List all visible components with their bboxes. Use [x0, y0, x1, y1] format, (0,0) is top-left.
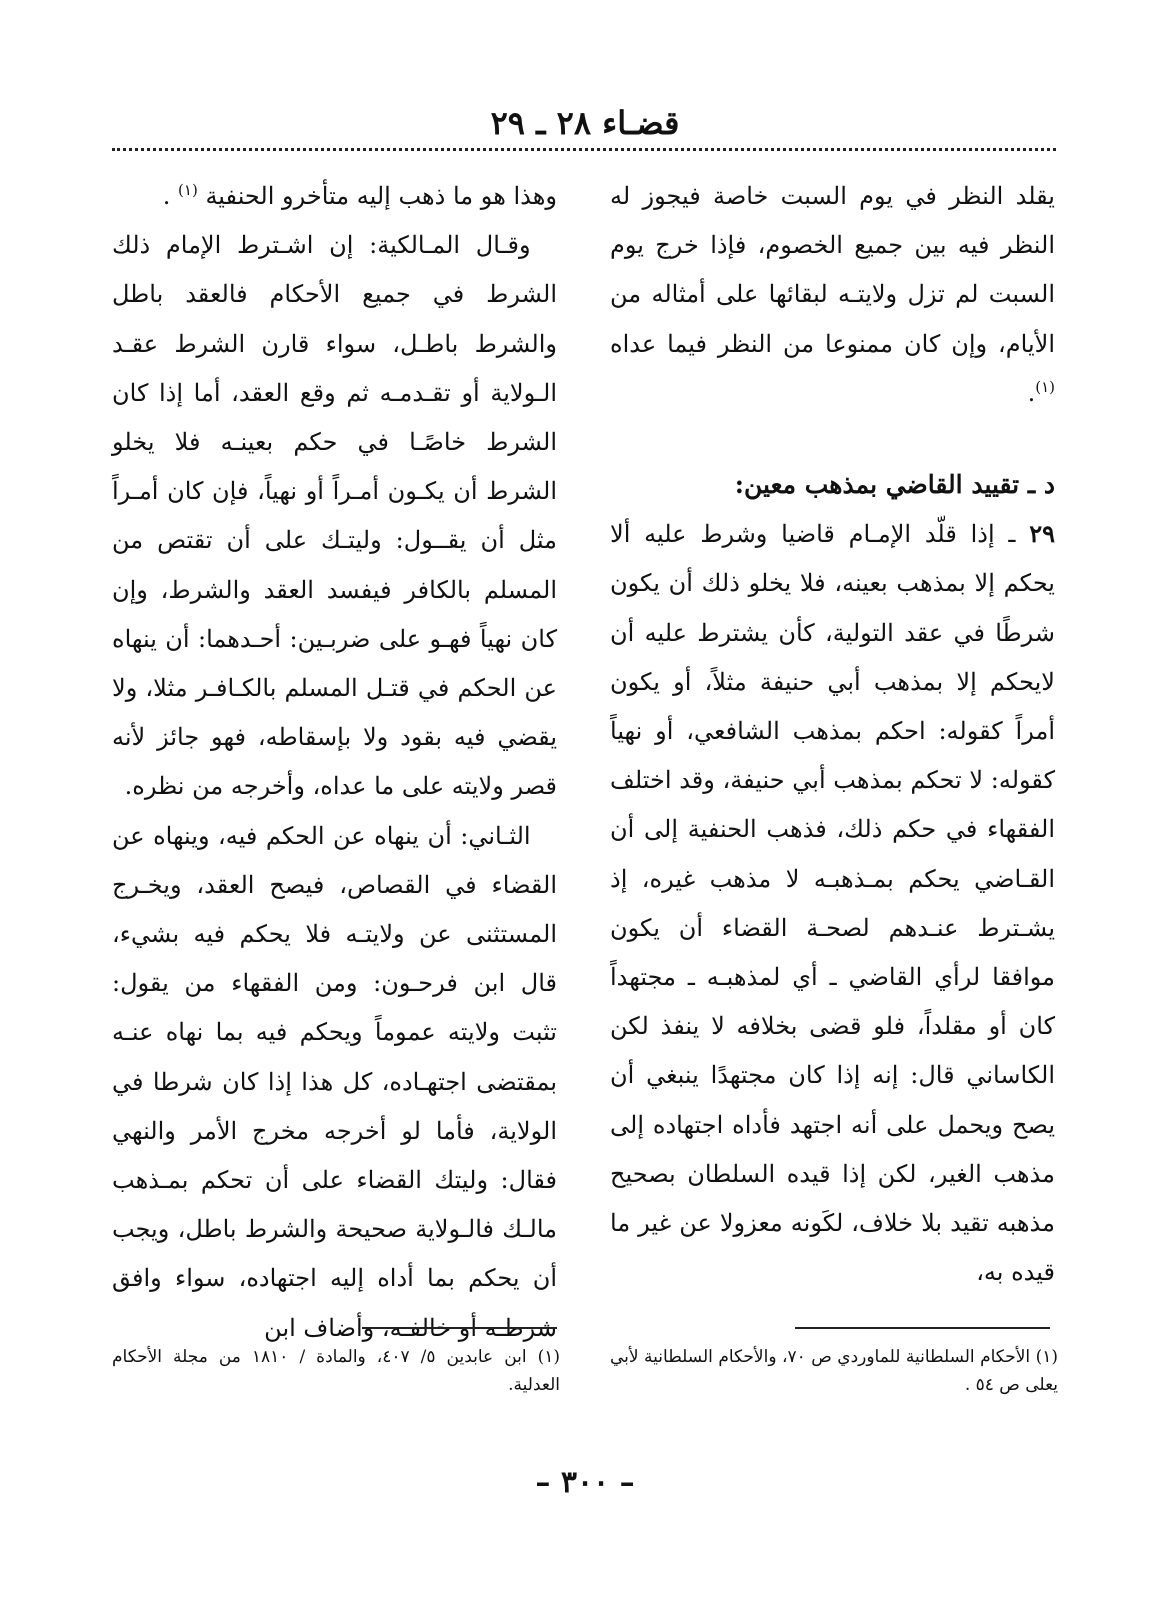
- left-paragraph-3: الثـاني: أن ينهاه عن الحكم فيه، وينهاه عن القضاء في القصاص، فيصح العقد، ويخـرج المستثنى عن ولايتـه فلا يحكم فيه بشيء، قال ابن فرحـون: ومن الفقهاء من يقول: تثبت ولايته عموماً ويحكم فيه بما نهاه عنـه بمقتضى اجتهـاده، كل هذا إذا كان شرطا في الولاية، فأما لو أخرجه مخرج الأمر والنهي فقال: وليتك القضاء على أن تحكم بمـذهب مالـك فالـولاية صحيحة والشرط باطل، ويجب أن يحكم بما أداه إليه اجتهاده، سواء وافق شرطـه أو خالفـه، وأضاف ابن: [112, 821, 558, 1342]
- section-heading: د ـ تقييد القاضي بمذهب معين:: [734, 470, 1055, 500]
- footnote-left: (١) ابن عابدين ٥/ ٤٠٧، والمادة / ١٨١٠ من مجلة الأحكام العدلية.: [112, 1347, 561, 1395]
- footnote-ref: (١): [1035, 377, 1055, 396]
- page-number: – ٣٠٠ –: [0, 1465, 1170, 1500]
- footnote-rule-left: [362, 1327, 557, 1329]
- right-paragraph-2: ٢٩ ـ إذا قلّد الإمـام قاضيا وشرط عليه ألا يحكم إلا بمذهب بعينه، فلا يخلو ذلك أن يكون شرطًا في عقد التولية، كأن يشترط عليه أن لايحكم إلا بمذهب أبي حنيفة مثلاً، أو يكون أمراً كقوله: احكم بمذهب الشافعي، أو نهياً كقوله: لا تحكم بمذهب أبي حنيفة، وقد اختلف الفقهاء في حكم ذلك، فذهب الحنفية إلى أن القـاضي يحكم بمـذهبـه لا مذهب غيره، إذ يشـترط عنـدهم لصحـة القضاء أن يكون موافقا لرأي القاضي ـ أي لمذهبـه ـ مجتهداً كان أو مقلداً، فلو قضى بخلافه لا ينفذ لكن الكاساني قال: إنه إذا كان مجتهدًا ينبغي أن يصح ويحمل على أنه اجتهد فأداه اجتهاده إلى مذهب الغير، لكن إذا قيده السلطان بصحيح مذهبه تقيد بلا خلاف، لكَونه معزولا عن غير ما قيده به،: [610, 519, 1056, 1287]
- right-column: [610, 172, 1055, 1297]
- paragraph-number: ٢٩: [1029, 519, 1055, 549]
- left-column: [112, 172, 557, 1353]
- left-paragraph-2: وقـال المـالكية: إن اشـترط الإمام ذلك الشرط في جميع الأحكام فالعقد باطل والشرط باطـل، سواء قارن الشرط عقـد الـولاية أو تقـدمـه ثم وقع العقد، أما إذا كان الشرط خاصًـا في حكم بعينـه فلا يخلو الشرط أن يكـون أمـراً أو نهياً، فإن كان أمـراً مثل أن يقــول: وليتـك على أن تقتص من المسلم بالكافر فيفسد العقد والشرط، وإن كان نهياً فهـو على ضربـين: أحـدهما: أن ينهاه عن الحكم في قتـل المسلم بالكـافـر مثلا، ولا يقضي فيه بقود ولا بإسقاطه، فهو جائز لأنه قصر ولايته على ما عداه، وأخرجه من نظره.: [112, 231, 558, 801]
- left-paragraph-1: وهذا هو ما ذهب إليه متأخرو الحنفية $^{(١)}$ .: [162, 181, 557, 210]
- footnote-ref: (١): [178, 181, 198, 199]
- right-paragraph-1: يقلد النظر في يوم السبت خاصة فيجوز له النظر فيه بين جميع الخصوم، فإذا خرج يوم السبت لم تزل ولايتـه لبقائها على أمثاله من الأيام، وإن كان ممنوعا من النظر فيما عداه $^{(١)}$.: [610, 182, 1055, 407]
- footnote-right: (١) الأحكام السلطانية للماوردي ص ٧٠، والأحكام السلطانية لأبي يعلى ص ٥٤ .: [610, 1347, 1058, 1395]
- header-dotted-rule: [112, 148, 1056, 151]
- footnote-rule-right: [795, 1327, 1050, 1329]
- running-title: قضـاء ٢٨ ـ ٢٩: [490, 104, 680, 142]
